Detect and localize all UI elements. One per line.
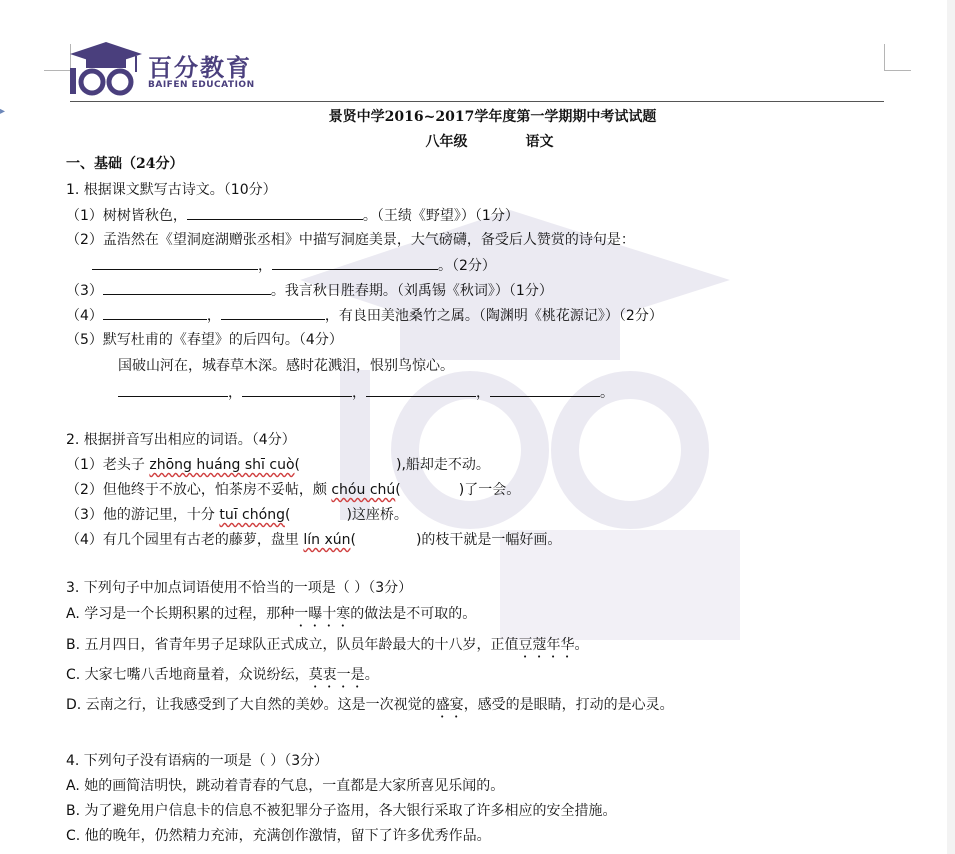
answer-blank[interactable] <box>118 382 228 397</box>
answer-blank[interactable] <box>272 255 438 270</box>
question-1-item-4: （4） ， ，有良田美池桑竹之属。（陶渊明《桃花源记》）（2分） <box>66 305 663 326</box>
answer-blank[interactable] <box>103 280 271 295</box>
question-4-option-c: C. 他的晚年，仍然精力充沛，充满创作激情，留下了许多优秀作品。 <box>66 828 491 844</box>
question-2-stem: 2. 根据拼音写出相应的词语。（4分） <box>66 432 296 448</box>
answer-blank[interactable] <box>490 382 600 397</box>
question-4-option-a: A. 她的画简洁明快，跳动着青春的气息，一直都是大家所喜见乐闻的。 <box>66 778 505 794</box>
question-1-item-3: （3） 。我言秋日胜春期。（刘禹锡《秋词》）（1分） <box>66 280 553 301</box>
question-1-item-2: （2）孟浩然在《望洞庭湖赠张丞相》中描写洞庭美景，大气磅礴，备受后人赞赏的诗句是： <box>66 232 635 248</box>
dotted-phrase: 豆蔻年华 <box>518 637 575 653</box>
question-1-item-5-blanks: ， ， ， 。 <box>118 382 614 403</box>
question-1-item-5: （5）默写杜甫的《春望》的后四句。（4分） <box>66 332 343 348</box>
question-4-stem: 4. 下列句子没有语病的一项是（ ）（3分） <box>66 753 329 769</box>
pinyin: chóu chú <box>331 482 396 498</box>
question-1-item-1: （1）树树皆秋色， 。（王绩《野望》）（1分） <box>66 205 519 226</box>
answer-blank[interactable] <box>103 305 207 320</box>
subject-label: 语文 <box>525 134 554 150</box>
graduation-cap-icon <box>66 38 146 98</box>
question-2-item-4: （4）有几个园里有古老的藤萝，盘里 lín xún( )的枝干就是一幅好画。 <box>66 532 562 548</box>
question-4-option-b: B. 为了避免用户信息卡的信息不被犯罪分子盗用，各大银行采取了许多相应的安全措施。 <box>66 803 617 819</box>
answer-blank[interactable] <box>92 255 258 270</box>
question-3-option-a: A. 学习是一个长期积累的过程，那种一曝十寒的做法是不可取的。 <box>66 606 477 622</box>
dotted-phrase: 一曝十寒 <box>294 606 351 622</box>
grade-label: 八年级 <box>425 134 468 150</box>
logo-subtitle: BAIFEN EDUCATION <box>148 80 255 90</box>
answer-blank[interactable] <box>242 382 352 397</box>
question-3-option-c: C. 大家七嘴八舌地商量着，众说纷纭，莫衷一是。 <box>66 667 379 683</box>
answer-blank[interactable] <box>187 205 363 220</box>
question-3-option-d: D. 云南之行，让我感受到了大自然的美妙。这是一次视觉的盛宴，感受的是眼睛，打动的是心灵。 <box>66 697 674 713</box>
page-edge <box>947 0 955 854</box>
answer-blank[interactable] <box>221 305 325 320</box>
logo-name: 百分教育 <box>148 54 252 82</box>
pinyin: lín xún <box>303 532 351 548</box>
header-divider <box>70 101 884 102</box>
section-heading: 一、基础（24分） <box>66 156 184 172</box>
brand-logo <box>66 38 306 98</box>
answer-blank[interactable] <box>366 382 476 397</box>
exam-subtitle <box>12 131 955 151</box>
question-2-item-3: （3）他的游记里，十分 tuī chóng( )这座桥。 <box>66 507 408 523</box>
question-1-item-2-blanks: ， 。（2分） <box>92 255 496 276</box>
question-1-stem: 1. 根据课文默写古诗文。（10分） <box>66 182 277 198</box>
question-3-option-b: B. 五月四日，省青年男子足球队正式成立，队员年龄最大的十八岁，正值豆蔻年华。 <box>66 637 589 653</box>
question-2-item-2: （2）但他终于不放心，怕茶房不妥帖，颇 chóu chú( )了一会。 <box>66 482 521 498</box>
navigation-marker-icon[interactable]: ▸ <box>0 106 6 117</box>
dotted-phrase: 盛宴 <box>435 697 464 713</box>
question-3-stem: 3. 下列句子中加点词语使用不恰当的一项是（ ）（3分） <box>66 580 413 596</box>
dotted-phrase: 莫衷一是 <box>308 667 365 683</box>
pinyin: zhōng huáng shī cuò <box>149 457 295 473</box>
poem-lines: 国破山河在，城春草木深。感时花溅泪，恨别鸟惊心。 <box>118 358 454 374</box>
exam-title: 景贤中学2016~2017学年度第一学期期中考试试题 <box>328 109 657 125</box>
question-2-item-1: （1）老头子 zhōng huáng shī cuò( ),船却走不动。 <box>66 457 490 473</box>
page-corner-mark <box>884 44 911 71</box>
pinyin: tuī chóng <box>219 507 285 523</box>
